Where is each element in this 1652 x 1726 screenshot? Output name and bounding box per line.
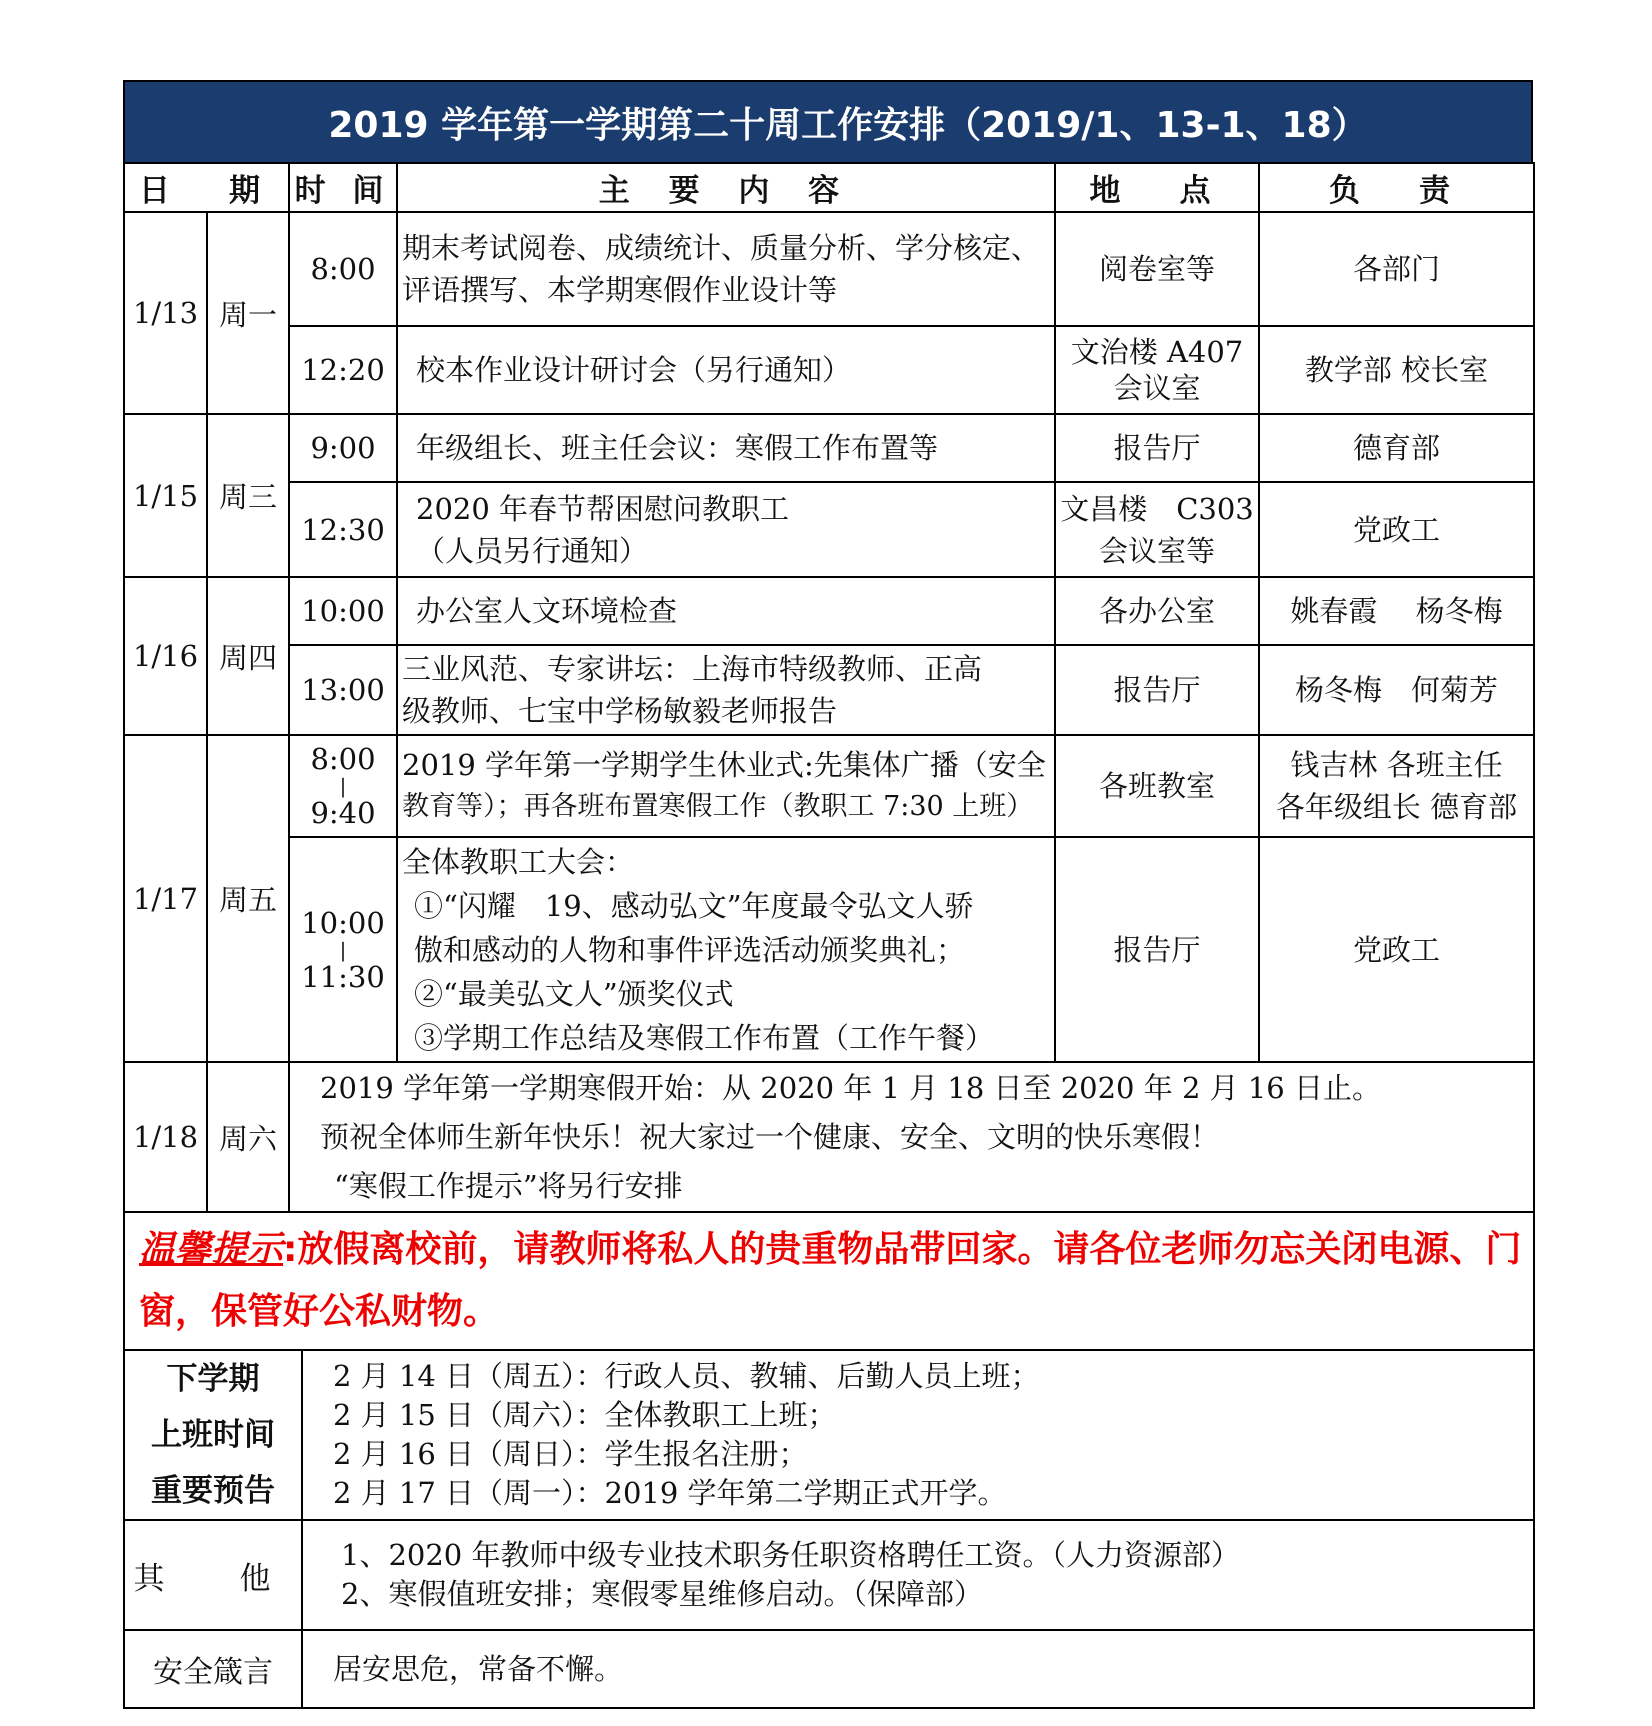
table-row xyxy=(124,414,1534,482)
content-line: 全体教职工大会： xyxy=(402,844,635,879)
time-cell: 10:00 xyxy=(289,577,397,645)
table-row xyxy=(124,1630,1534,1708)
header-responsible: 负 责 xyxy=(1259,163,1534,212)
weekday-cell: 周一 xyxy=(207,212,289,414)
time-end: 9:40 xyxy=(310,796,376,830)
label-line: 重要预告 xyxy=(151,1473,275,1509)
location-line: 会议室 xyxy=(1113,371,1201,405)
responsible-cell: 党政工 xyxy=(1259,837,1534,1062)
content-line: 级教师、七宝中学杨敏毅老师报告 xyxy=(402,694,838,728)
header-row xyxy=(124,163,1534,212)
date-cell: 1/18 xyxy=(124,1062,207,1212)
next-term-label xyxy=(124,1350,302,1520)
content-cell: 年级组长、班主任会议：寒假工作布置等 xyxy=(397,414,1055,482)
weekday-cell: 周六 xyxy=(207,1062,289,1212)
date-cell: 1/13 xyxy=(124,212,207,414)
table-row xyxy=(124,577,1534,645)
time-start: 10:00 xyxy=(301,905,385,940)
table-row xyxy=(124,212,1534,326)
notice-line: 预祝全体师生新年快乐！祝大家过一个健康、安全、文明的快乐寒假！ xyxy=(320,1119,1220,1154)
responsible-cell: 杨冬梅 何菊芳 xyxy=(1259,645,1534,735)
notice-line: “寒假工作提示”将另行安排 xyxy=(334,1168,683,1203)
schedule-document xyxy=(123,80,1533,1709)
time-cell xyxy=(289,735,397,837)
content-cell: 校本作业设计研讨会（另行通知） xyxy=(397,326,1055,414)
date-cell: 1/15 xyxy=(124,414,207,577)
list-item: 2 月 17 日（周一）：2019 学年第二学期正式开学。 xyxy=(333,1476,1007,1510)
location-cell: 报告厅 xyxy=(1055,414,1259,482)
vacation-notice xyxy=(289,1062,1534,1212)
weekday-cell: 周四 xyxy=(207,577,289,735)
content-line: 傲和感动的人物和事件评选活动颁奖典礼； xyxy=(414,932,966,967)
safety-motto: 居安思危，常备不懈。 xyxy=(302,1630,1534,1708)
location-cell xyxy=(1055,482,1259,577)
table-row xyxy=(124,326,1534,414)
content-line: 2019 学年第一学期学生休业式:先集体广播（安全 xyxy=(402,748,1046,782)
location-cell xyxy=(1055,326,1259,414)
label-line: 上班时间 xyxy=(151,1417,275,1453)
warning-text: :放假离校前，请教师将私人的贵重物品带回家。请各位老师勿忘关闭电源、门窗，保管好公私财物。 xyxy=(139,1229,1522,1332)
content-line: 2020 年春节帮困慰问教职工 xyxy=(416,491,790,526)
label-line: 下学期 xyxy=(166,1361,260,1397)
table-row xyxy=(124,645,1534,735)
content-cell xyxy=(397,482,1055,577)
page-title: 2019 学年第一学期第二十周工作安排（2019/1、13-1、18） xyxy=(123,80,1533,162)
header-location: 地 点 xyxy=(1055,163,1259,212)
responsible-cell: 德育部 xyxy=(1259,414,1534,482)
table-row xyxy=(124,837,1534,1062)
location-cell: 各办公室 xyxy=(1055,577,1259,645)
content-line: 三业风范、专家讲坛：上海市特级教师、正高 xyxy=(402,652,983,686)
content-cell xyxy=(397,735,1055,837)
location-line: 文昌楼 C303 xyxy=(1060,491,1254,526)
location-line: 文治楼 A407 xyxy=(1070,335,1244,369)
location-cell: 报告厅 xyxy=(1055,837,1259,1062)
content-cell xyxy=(397,645,1055,735)
schedule-table xyxy=(123,162,1535,1351)
list-item: 2 月 16 日（周日）：学生报名注册； xyxy=(333,1437,808,1471)
content-line: ②“最美弘文人”颁奖仪式 xyxy=(414,976,734,1011)
time-cell: 8:00 xyxy=(289,212,397,326)
next-term-schedule xyxy=(302,1350,1534,1520)
responsible-cell: 各部门 xyxy=(1259,212,1534,326)
content-cell xyxy=(397,212,1055,326)
location-cell: 各班教室 xyxy=(1055,735,1259,837)
responsible-line: 钱吉林 各班主任 xyxy=(1290,748,1503,782)
time-cell: 12:30 xyxy=(289,482,397,577)
time-start: 8:00 xyxy=(310,742,376,776)
warning-box xyxy=(124,1212,1534,1350)
list-item: 2 月 15 日（周六）：全体教职工上班； xyxy=(333,1398,837,1432)
table-row xyxy=(124,735,1534,837)
weekday-cell: 周三 xyxy=(207,414,289,577)
responsible-cell: 教学部 校长室 xyxy=(1259,326,1534,414)
time-separator: | xyxy=(339,774,347,798)
header-time: 时 间 xyxy=(289,163,397,212)
content-cell: 办公室人文环境检查 xyxy=(397,577,1055,645)
content-line: 评语撰写、本学期寒假作业设计等 xyxy=(402,273,838,307)
table-row xyxy=(124,1350,1534,1520)
location-cell: 阅卷室等 xyxy=(1055,212,1259,326)
content-line: ③学期工作总结及寒假工作布置（工作午餐） xyxy=(414,1020,995,1055)
time-cell: 13:00 xyxy=(289,645,397,735)
table-row xyxy=(124,1520,1534,1630)
content-line: 期末考试阅卷、成绩统计、质量分析、学分核定、 xyxy=(402,231,1041,265)
time-cell: 12:20 xyxy=(289,326,397,414)
content-line: （人员另行通知） xyxy=(416,533,649,568)
info-table xyxy=(123,1349,1535,1709)
notice-line: 2019 学年第一学期寒假开始：从 2020 年 1 月 18 日至 2020 年 2 月 16 日止。 xyxy=(320,1070,1381,1105)
safety-label: 安全箴言 xyxy=(124,1630,302,1708)
other-label: 其 他 xyxy=(124,1520,302,1630)
table-row xyxy=(124,1062,1534,1212)
other-list xyxy=(302,1520,1534,1630)
time-separator: | xyxy=(339,937,347,962)
responsible-cell: 党政工 xyxy=(1259,482,1534,577)
warning-label: 温馨提示 xyxy=(139,1229,284,1270)
list-item: 2 月 14 日（周五）：行政人员、教辅、后勤人员上班； xyxy=(333,1359,1040,1393)
content-cell xyxy=(397,837,1055,1062)
responsible-line: 各年级组长 德育部 xyxy=(1275,790,1518,824)
time-cell xyxy=(289,837,397,1062)
content-line: 教育等）；再各班布置寒假工作（教职工 7:30 上班） xyxy=(402,791,1034,822)
list-item: 1、2020 年教师中级专业技术职务任职资格聘任工资。（人力资源部） xyxy=(341,1538,1240,1572)
table-row xyxy=(124,482,1534,577)
header-content: 主 要 内 容 xyxy=(397,163,1055,212)
content-line: ①“闪耀 19、感动弘文”年度最令弘文人骄 xyxy=(414,888,974,923)
weekday-cell: 周五 xyxy=(207,735,289,1062)
responsible-cell: 姚春霞 杨冬梅 xyxy=(1259,577,1534,645)
location-cell: 报告厅 xyxy=(1055,645,1259,735)
date-cell: 1/16 xyxy=(124,577,207,735)
list-item: 2、寒假值班安排；寒假零星维修启动。（保障部） xyxy=(341,1577,983,1611)
responsible-cell xyxy=(1259,735,1534,837)
header-date: 日 期 xyxy=(124,163,289,212)
location-line: 会议室等 xyxy=(1098,533,1215,568)
warning-row xyxy=(124,1212,1534,1350)
time-end: 11:30 xyxy=(301,959,385,994)
date-cell: 1/17 xyxy=(124,735,207,1062)
time-cell: 9:00 xyxy=(289,414,397,482)
